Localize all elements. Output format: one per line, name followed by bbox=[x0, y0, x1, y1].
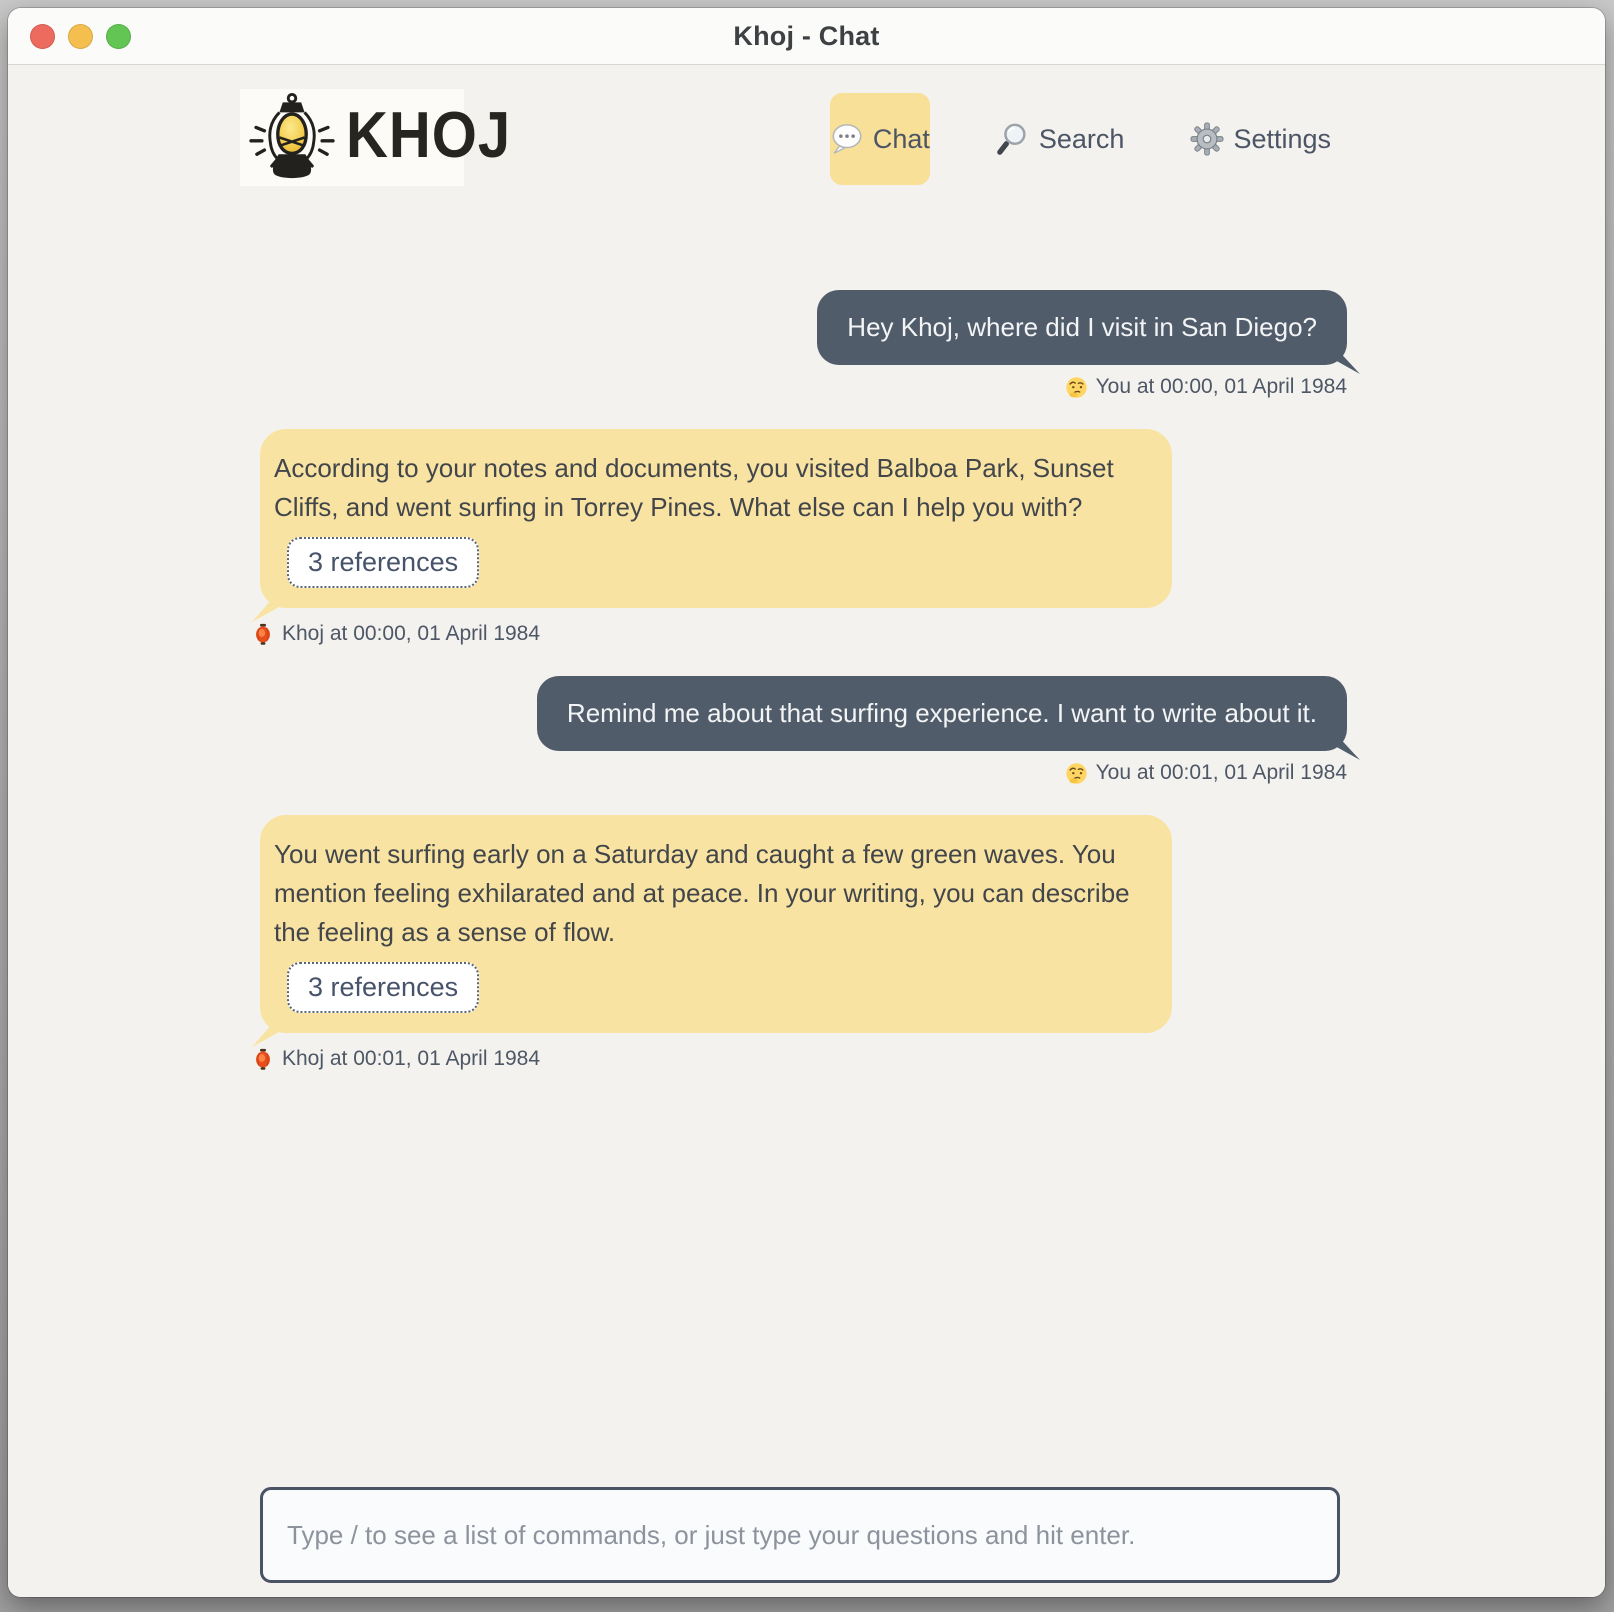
chat-bubble-user bbox=[817, 290, 1347, 365]
message-row-user bbox=[260, 290, 1347, 365]
nav-chat[interactable] bbox=[830, 93, 930, 185]
message-row-khoj bbox=[260, 429, 1347, 608]
message-text: Hey Khoj, where did I visit in San Diego? bbox=[847, 312, 1317, 342]
zoom-window-button[interactable] bbox=[106, 24, 131, 49]
references-button[interactable]: 3 references bbox=[287, 537, 479, 588]
gear-icon bbox=[1190, 122, 1224, 156]
nav-search[interactable] bbox=[996, 122, 1125, 156]
close-window-button[interactable] bbox=[30, 24, 55, 49]
bubble-tail bbox=[252, 592, 278, 622]
app-window bbox=[8, 8, 1605, 1597]
bubble-tail bbox=[252, 1017, 278, 1047]
lantern-icon bbox=[252, 623, 274, 646]
window-controls bbox=[30, 24, 131, 49]
thinking-face-icon bbox=[1065, 376, 1088, 399]
chat-bubble-khoj bbox=[260, 815, 1172, 1033]
message-text: Remind me about that surfing experience. I want to write about it. bbox=[566, 698, 1317, 728]
message-text: You went surfing early on a Saturday and caught a few green waves. You mention feeling exhilarated and at peace. In your writing, you can describe the feeling as a sense of flow. bbox=[274, 839, 1130, 947]
bubble-tail bbox=[1334, 346, 1360, 374]
message-meta-text: You at 00:00, 01 April 1984 bbox=[1095, 375, 1347, 398]
chat-bubble-user bbox=[537, 676, 1347, 751]
message-meta bbox=[260, 375, 1347, 399]
chat-history bbox=[260, 290, 1347, 1071]
lantern-icon bbox=[252, 1048, 274, 1071]
message-text: According to your notes and documents, you visited Balboa Park, Sunset Cliffs, and went surfing in Torrey Pines. What else can I help you with? bbox=[274, 453, 1114, 522]
titlebar bbox=[8, 8, 1605, 65]
window-title: Khoj - Chat bbox=[733, 20, 880, 51]
minimize-window-button[interactable] bbox=[68, 24, 93, 49]
message-meta-text: Khoj at 00:01, 01 April 1984 bbox=[282, 1047, 541, 1070]
nav-chat-label: Chat bbox=[872, 123, 930, 154]
message-row-user bbox=[260, 676, 1347, 751]
logo-wordmark: KHOJ bbox=[346, 98, 512, 172]
message-meta bbox=[252, 622, 1347, 646]
bubble-tail bbox=[1334, 732, 1360, 760]
main-content bbox=[8, 65, 1605, 1597]
message-meta-text: Khoj at 00:00, 01 April 1984 bbox=[282, 622, 541, 645]
message-meta bbox=[260, 761, 1347, 785]
message-row-khoj bbox=[260, 815, 1347, 1033]
chat-bubble-khoj bbox=[260, 429, 1172, 608]
thinking-face-icon bbox=[1065, 762, 1088, 785]
references-button[interactable]: 3 references bbox=[287, 962, 479, 1013]
nav-settings[interactable] bbox=[1190, 122, 1331, 156]
message-meta bbox=[252, 1047, 1347, 1071]
nav-settings-label: Settings bbox=[1233, 123, 1331, 154]
magnifier-icon bbox=[996, 122, 1030, 156]
speech-balloon-icon bbox=[830, 122, 864, 156]
lantern-logo-icon bbox=[246, 90, 338, 185]
chat-message-input[interactable] bbox=[260, 1487, 1340, 1583]
nav-search-label: Search bbox=[1038, 123, 1125, 154]
khoj-logo bbox=[240, 89, 512, 186]
main-nav bbox=[830, 93, 1331, 185]
message-meta-text: You at 00:01, 01 April 1984 bbox=[1095, 761, 1347, 784]
